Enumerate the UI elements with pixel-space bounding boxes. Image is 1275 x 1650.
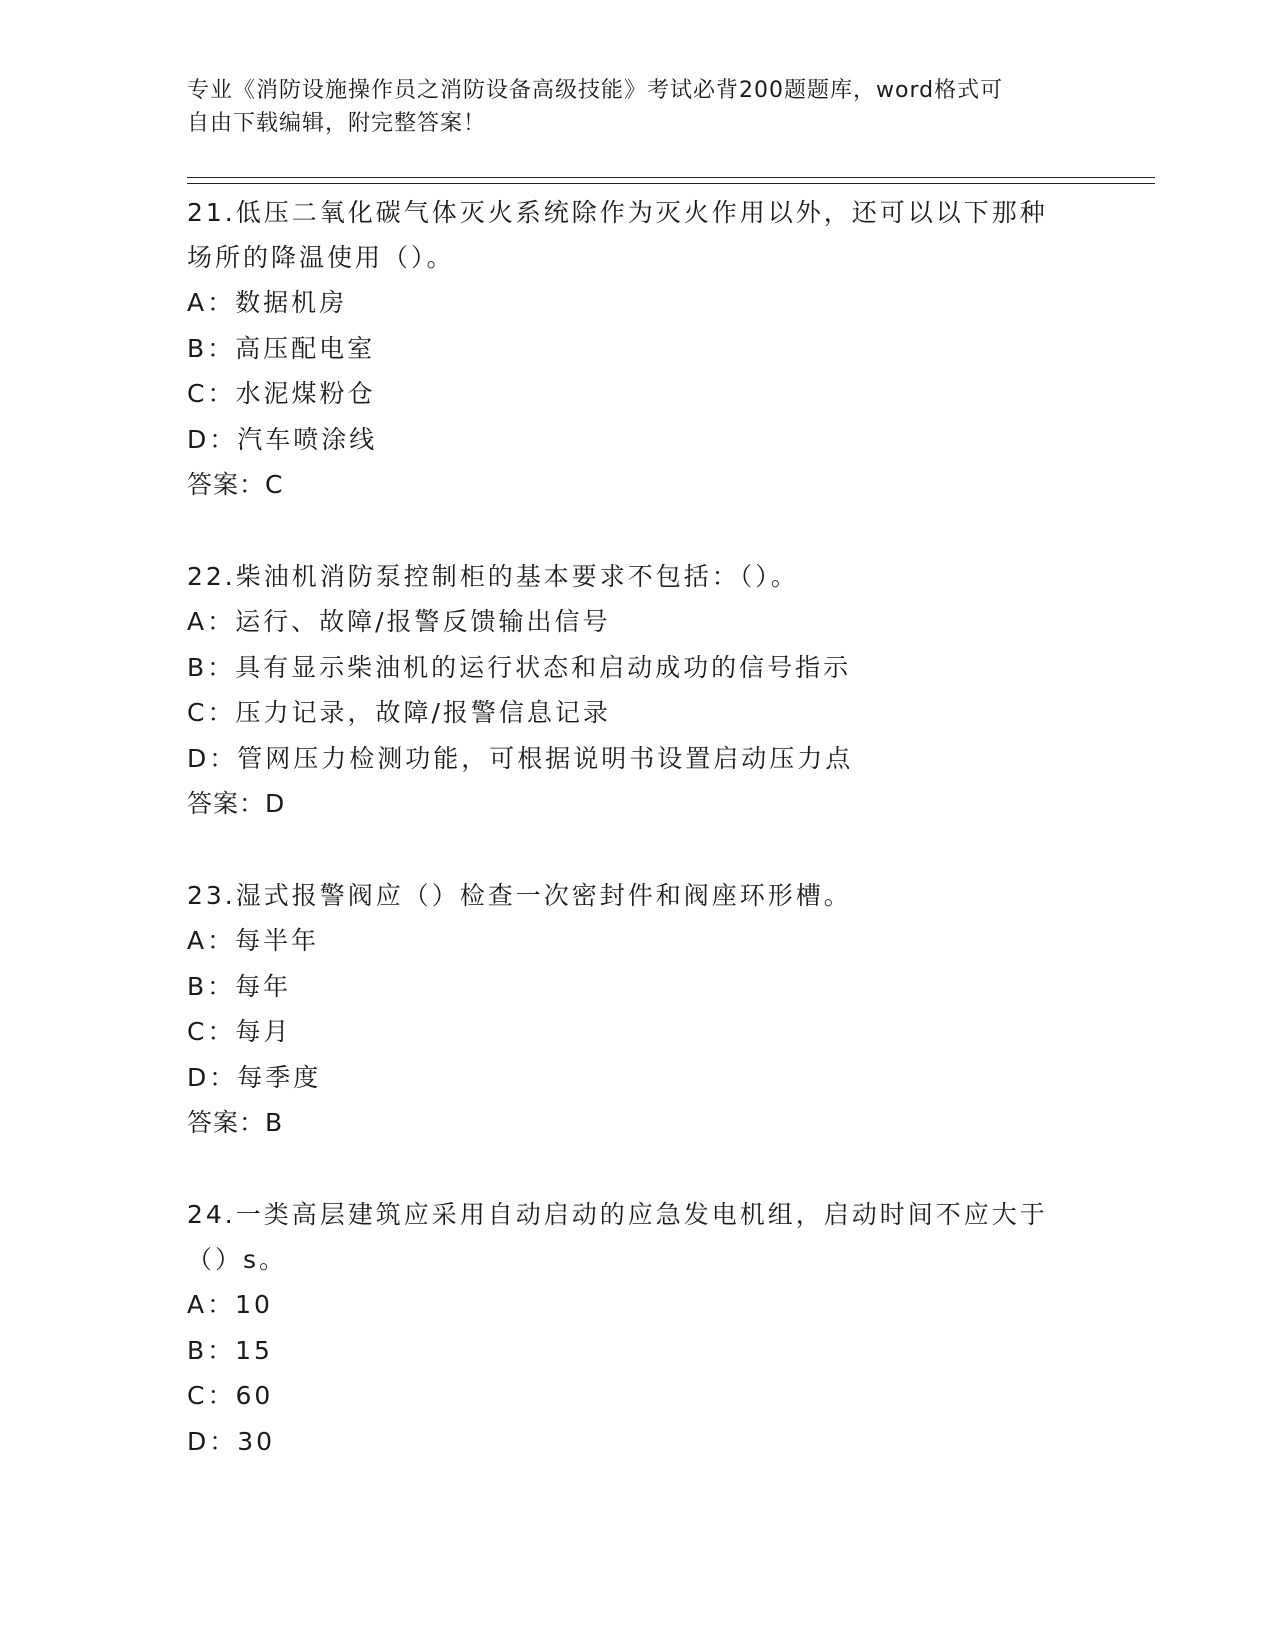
question-text-line-2: （）s。	[187, 1245, 288, 1274]
header-divider-bottom	[187, 183, 1155, 184]
question-21	[187, 190, 1087, 507]
option-a: A：每半年	[187, 926, 320, 955]
option-a: A：10	[187, 1290, 273, 1319]
option-c: C：每月	[187, 1017, 292, 1046]
option-c: C：压力记录，故障/报警信息记录	[187, 698, 611, 727]
question-text-line-2: 场所的降温使用（）。	[187, 243, 455, 272]
option-b: B：高压配电室	[187, 333, 376, 363]
option-b: B：15	[187, 1335, 273, 1365]
option-d: D：汽车喷涂线	[187, 424, 378, 454]
header-line-1: 专业《消防设施操作员之消防设备高级技能》考试必背200题题库，word格式可	[187, 78, 1004, 103]
question-24	[187, 1192, 1087, 1464]
header-divider-top	[187, 177, 1155, 178]
question-22	[187, 554, 1087, 826]
answer-label: 答案：D	[187, 789, 286, 818]
header-line-2: 自由下载编辑，附完整答案！	[187, 111, 487, 136]
option-c: C：60	[187, 1381, 274, 1410]
question-23	[187, 873, 1087, 1145]
question-list	[187, 190, 1087, 1464]
question-text-line-1: 21.低压二氧化碳气体灭火系统除作为灭火作用以外，还可以以下那种	[187, 198, 1048, 227]
option-b: B：具有显示柴油机的运行状态和启动成功的信号指示	[187, 652, 852, 682]
option-a: A：数据机房	[187, 288, 348, 317]
option-a: A：运行、故障/报警反馈输出信号	[187, 607, 611, 636]
option-d: D：30	[187, 1426, 276, 1456]
question-text-line-1: 24.一类高层建筑应采用自动启动的应急发电机组，启动时间不应大于	[187, 1200, 1048, 1229]
option-c: C：水泥煤粉仓	[187, 379, 376, 408]
document-header	[187, 74, 1067, 140]
answer-label: 答案：C	[187, 470, 284, 499]
option-d: D：每季度	[187, 1062, 322, 1092]
question-text-line-1: 22.柴油机消防泵控制柜的基本要求不包括：（）。	[187, 562, 799, 591]
option-b: B：每年	[187, 971, 292, 1001]
answer-label: 答案：B	[187, 1108, 284, 1137]
option-d: D：管网压力检测功能，可根据说明书设置启动压力点	[187, 743, 854, 773]
question-text-line-1: 23.湿式报警阀应（）检查一次密封件和阀座环形槽。	[187, 881, 852, 910]
